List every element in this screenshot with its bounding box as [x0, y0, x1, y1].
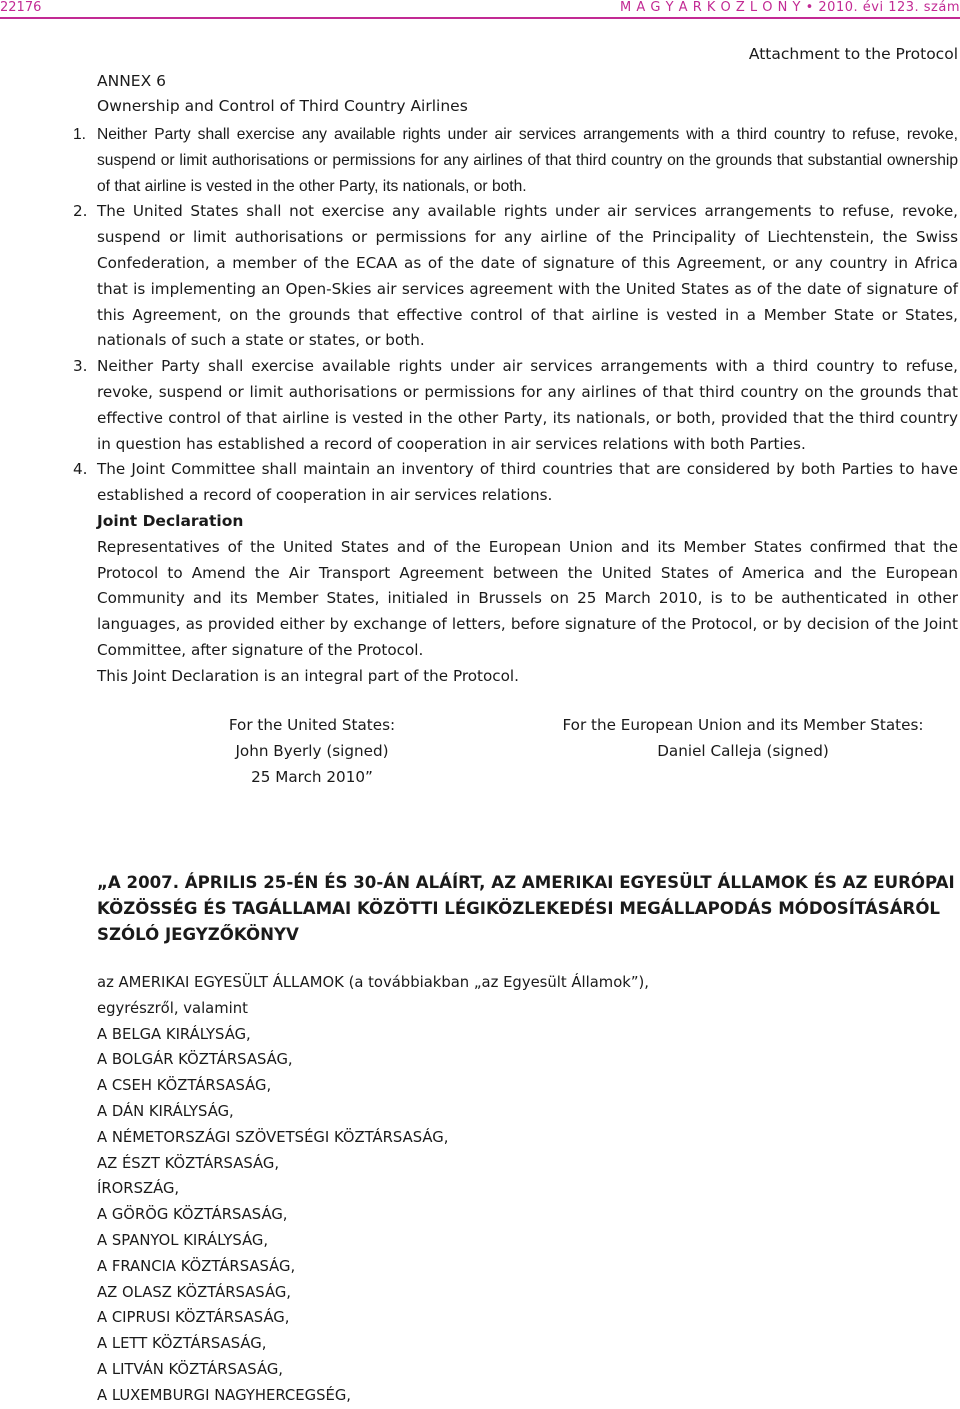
page-header: [0, 0, 960, 18]
party-line: A BOLGÁR KÖZTÁRSASÁG,: [97, 1051, 293, 1069]
signature-for: For the European Union and its Member States:: [562, 716, 924, 734]
signature-european-union: [548, 713, 938, 765]
party-line: A SPANYOL KIRÁLYSÁG,: [97, 1231, 269, 1249]
signature-date: 25 March 2010”: [251, 767, 373, 786]
party-line: A LITVÁN KÖZTÁRSASÁG,: [97, 1360, 284, 1378]
joint-declaration-title: Joint Declaration: [97, 512, 244, 530]
item-number: 4.: [73, 460, 88, 479]
joint-declaration: [97, 509, 958, 690]
item-number: 3.: [73, 357, 88, 376]
item-text: The Joint Committee shall maintain an inventory of third countries that are considered by both Parties to have established a record of cooperation in air services relations.: [97, 460, 958, 505]
signature-name: Daniel Calleja (signed): [657, 741, 829, 760]
annex-item: [73, 457, 958, 509]
attachment-label: Attachment to the Protocol: [748, 45, 958, 63]
page-number: 22176: [0, 0, 42, 15]
signature-name: John Byerly (signed): [235, 741, 389, 760]
header-rule: [0, 17, 960, 19]
party-line: az AMERIKAI EGYESÜLT ÁLLAMOK (a továbbiakban „az Egyesült Államok”),: [97, 974, 649, 991]
item-number: 1.: [73, 126, 87, 143]
annex-subtitle: Ownership and Control of Third Country Airlines: [97, 97, 468, 115]
annex-title: ANNEX 6: [97, 72, 166, 90]
item-text: The United States shall not exercise any available rights under air services arrangements to refuse, revoke, suspend or limit authorisations or permissions for any airline of the Principality of Liechtenstein, the Swiss Confederation, a member of the ECAA as of the date of signature of this Agreement, or any country in Africa that is implementing an Open-Skies air services agreement with the United States as of the date of signature of this Agreement, on the grounds that effective control of that airline is vested in a Member State or States, nationals of such a state or states, or both.: [97, 202, 958, 350]
joint-declaration-closing: This Joint Declaration is an integral part of the Protocol.: [97, 666, 519, 685]
party-line: A NÉMETORSZÁGI SZÖVETSÉGI KÖZTÁRSASÁG,: [97, 1128, 449, 1146]
hungarian-protocol-title: „A 2007. ÁPRILIS 25-ÉN ÉS 30-ÁN ALÁÍRT, AZ AMERIKAI EGYESÜLT ÁLLAMOK ÉS AZ EURÓPAI KÖZÖSSÉG ÉS TAGÁLLAMAI KÖZÖTTI LÉGIKÖZLEKEDÉSI MEGÁLLAPODÁS MÓDOSÍTÁSÁRÓL SZÓLÓ JEGYZŐKÖNYV: [97, 873, 955, 944]
party-line: A BELGA KIRÁLYSÁG,: [97, 1025, 251, 1043]
party-line: A LUXEMBURGI NAGYHERCEGSÉG,: [97, 1386, 351, 1404]
party-line: A CIPRUSI KÖZTÁRSASÁG,: [97, 1309, 290, 1327]
party-line: egyrészről, valamint: [97, 999, 248, 1017]
annex-items: [73, 122, 958, 509]
journal-title: M A G Y A R K Ö Z L Ö N Y • 2010. évi 123. szám: [620, 0, 960, 15]
annex-item: [73, 354, 958, 457]
annex-item: [73, 199, 958, 354]
party-line: AZ ÉSZT KÖZTÁRSASÁG,: [97, 1154, 280, 1172]
party-line: A GÖRÖG KÖZTÁRSASÁG,: [97, 1206, 288, 1224]
joint-declaration-paragraph: Representatives of the United States and of the European Union and its Member States confirmed that the Protocol to Amend the Air Transport Agreement between the United States of America and the European Community and its Member States, initialed in Brussels on 25 March 2010, is to be authenticated in other languages, as provided either by exchange of letters, before signature of the Protocol, or by decision of the Joint Committee, after signature of the Protocol.: [97, 537, 958, 659]
hungarian-parties-list: [97, 970, 958, 1409]
item-text: Neither Party shall exercise any available rights under air services arrangements with a third country to refuse, revoke, suspend or limit authorisations or permissions for any airlines of that third country on the grounds that substantial ownership of that airline is vested in the other Party, its nationals, or both.: [97, 126, 958, 195]
party-line: A CSEH KÖZTÁRSASÁG,: [97, 1077, 272, 1095]
annex-item: [73, 122, 958, 199]
party-line: A LETT KÖZTÁRSASÁG,: [97, 1335, 267, 1353]
party-line: ÍRORSZÁG,: [97, 1180, 180, 1198]
item-number: 2.: [73, 202, 88, 221]
signature-united-states: [200, 713, 424, 790]
signature-for: For the United States:: [228, 716, 396, 734]
party-line: A FRANCIA KÖZTÁRSASÁG,: [97, 1257, 296, 1275]
party-line: A DÁN KIRÁLYSÁG,: [97, 1102, 234, 1120]
party-line: AZ OLASZ KÖZTÁRSASÁG,: [97, 1283, 292, 1301]
item-text: Neither Party shall exercise available rights under air services arrangements with a third country to refuse, revoke, suspend or limit authorisations or permissions for any airlines of that third country on the grounds that effective control of that airline is vested in the other Party, its nationals, or both, provided that the third country in question has established a record of cooperation in air services relations with both Parties.: [97, 357, 958, 453]
